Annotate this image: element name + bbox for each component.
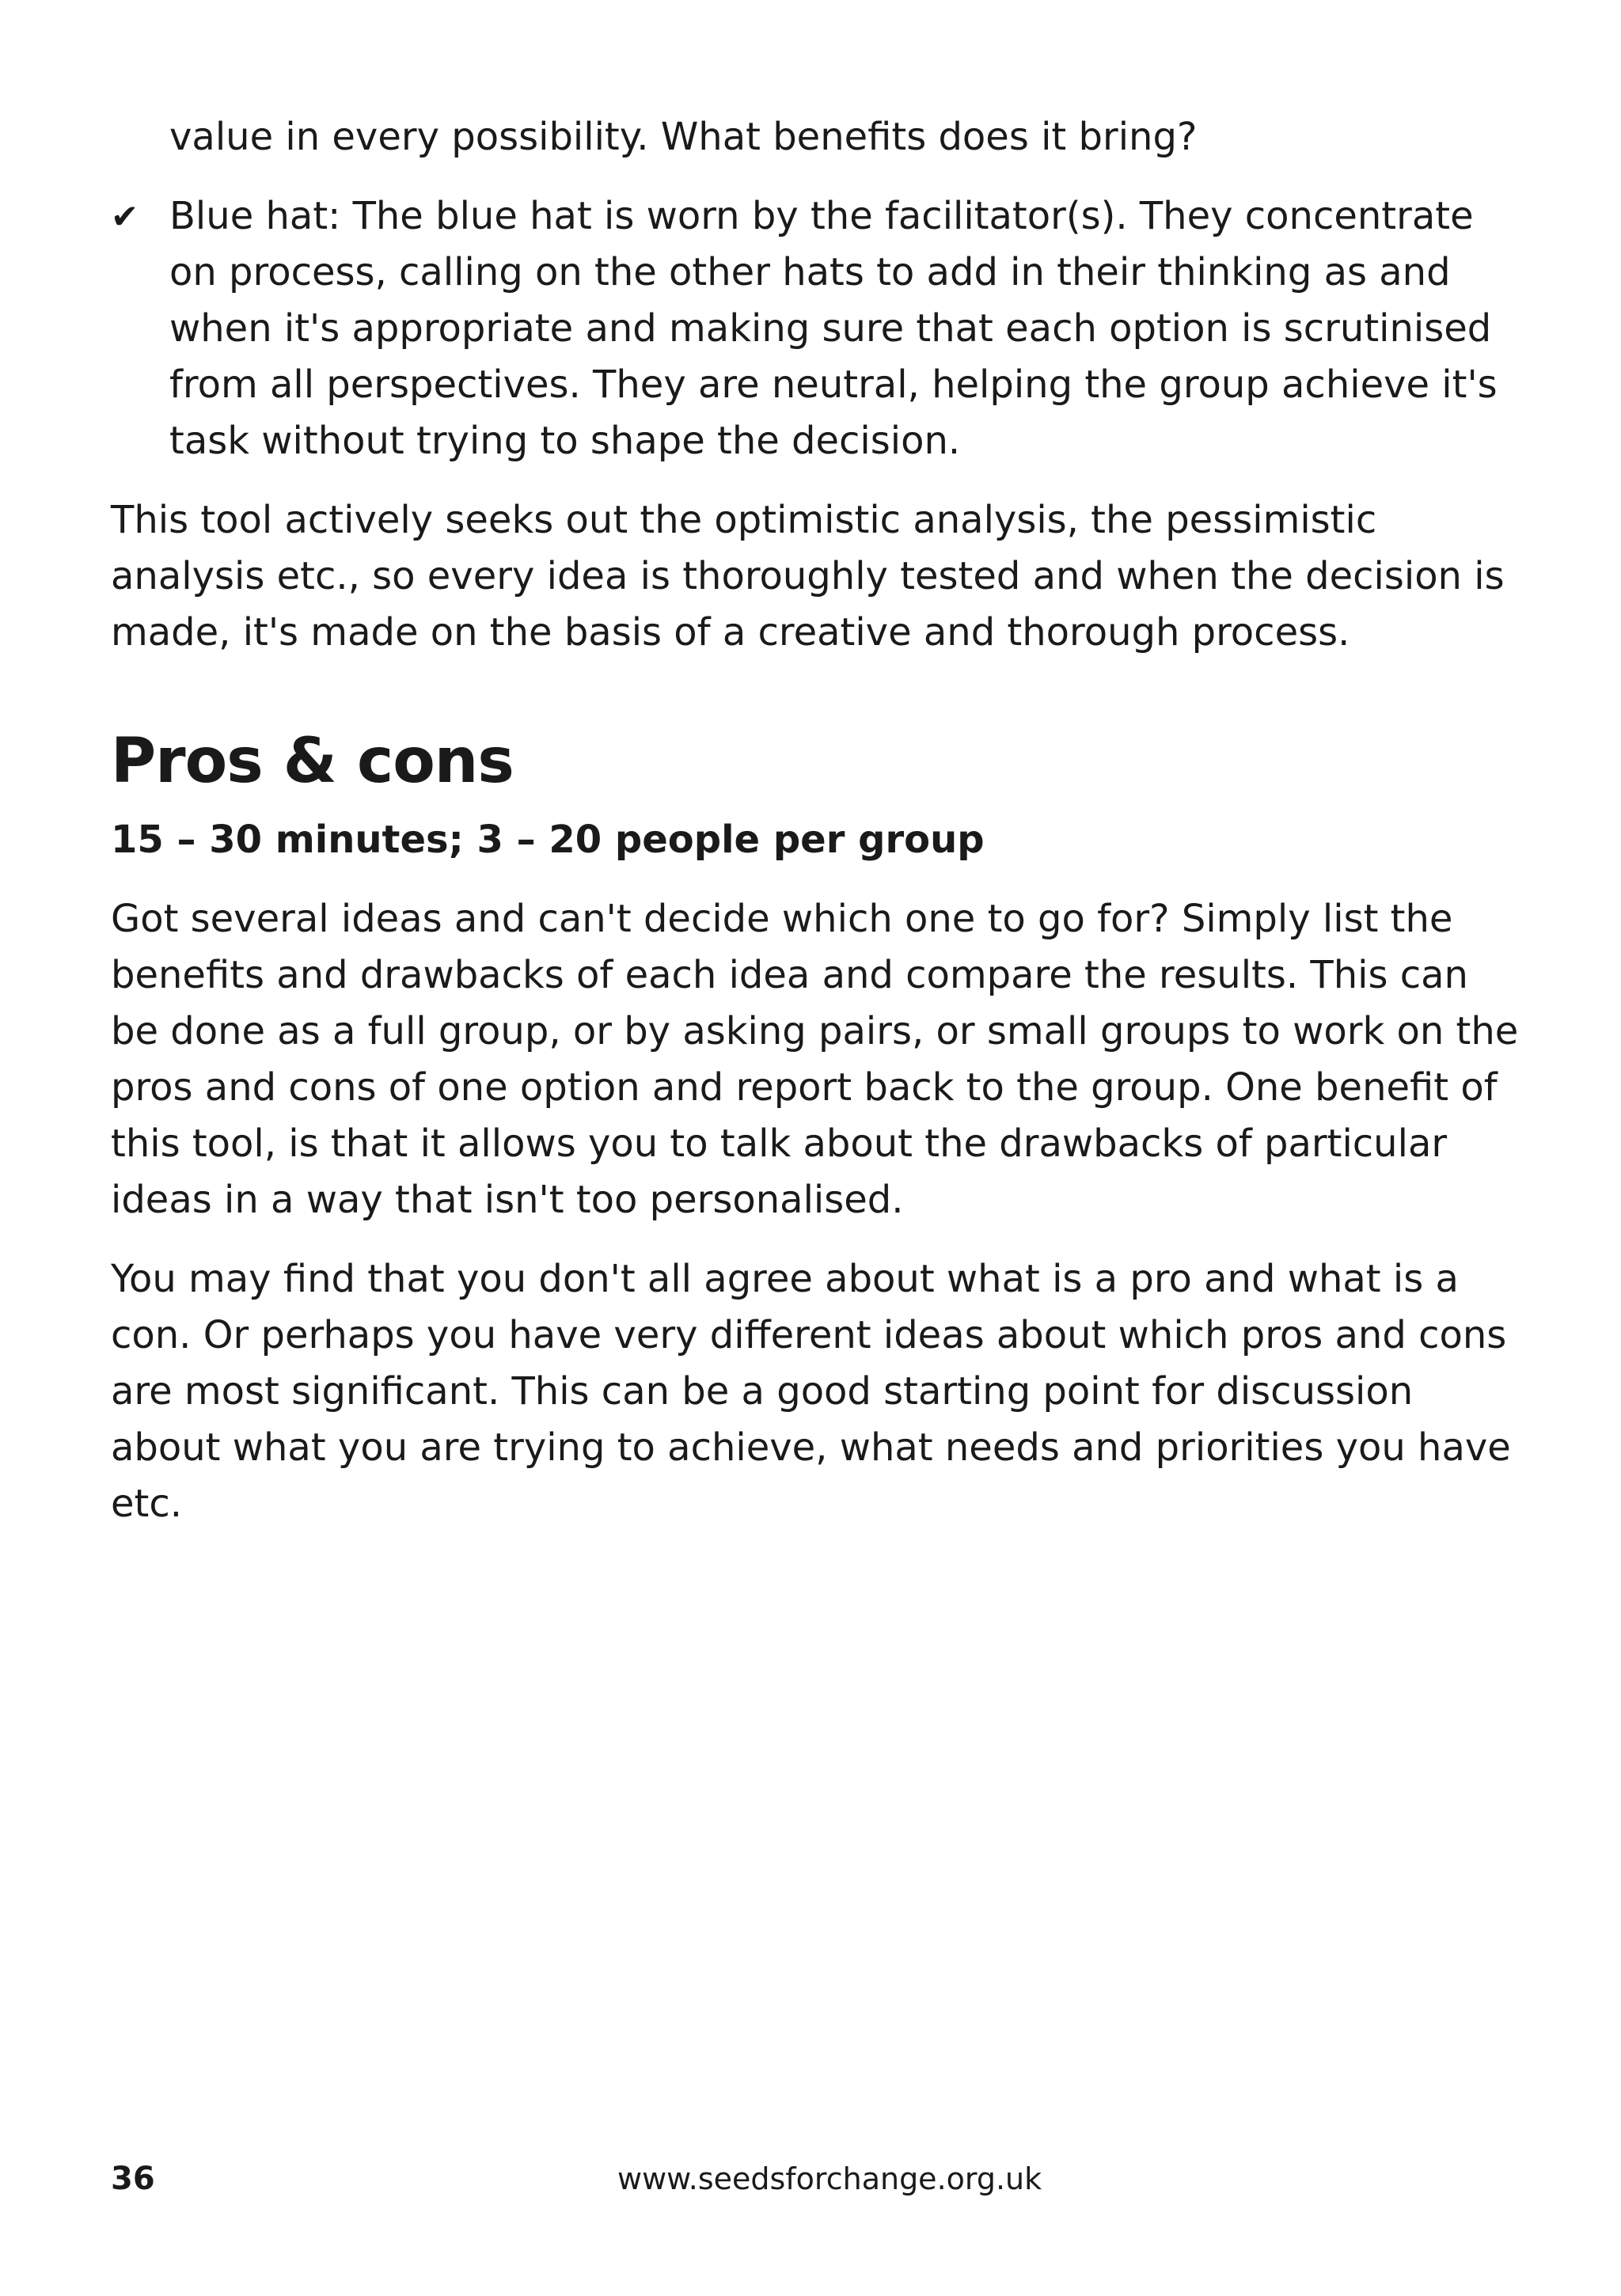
bullet-text: Blue hat: The blue hat is worn by the facilitator(s). They concentrate on process, calling on the other hats to add in their thinking as and when it's appropriate and making sure that each option is scrutinised from all perspectives. They are neutral, helping the group achieve it's task without trying to shape the decision. xyxy=(169,194,1498,463)
footer-url: www.seedsforchange.org.uk xyxy=(617,2161,1042,2196)
bullet-item-blue-hat xyxy=(111,188,1520,469)
section-heading: Pros & cons xyxy=(111,726,514,797)
page-content xyxy=(111,109,1520,1532)
continued-bullet-text: value in every possibility. What benefits does it bring? xyxy=(169,115,1198,159)
section-subheading: 15 – 30 minutes; 3 – 20 people per group xyxy=(111,818,985,862)
paragraph-1: Got several ideas and can't decide which one to go for? Simply list the benefits and drawbacks of each idea and compare the results. This can be done as a full group, or by asking pairs, or small groups to work on the pros and cons of one option and report back to the group. One benefit of this tool, is that it allows you to talk about the drawbacks of particular ideas in a way that isn't too personalised. xyxy=(111,897,1519,1222)
check-icon: ✔ xyxy=(111,197,139,236)
summary-paragraph: This tool actively seeks out the optimistic analysis, the pessimistic analysis etc., so every idea is thoroughly tested and when the decision is made, it's made on the basis of a creative and thorough process. xyxy=(111,498,1505,655)
paragraph-2: You may find that you don't all agree about what is a pro and what is a con. Or perhaps you have very different ideas about which pros and cons are most significant. This can be a good starting point for discussion about what you are trying to achieve, what needs and priorities you have etc. xyxy=(111,1257,1511,1526)
page-number: 36 xyxy=(111,2161,155,2197)
